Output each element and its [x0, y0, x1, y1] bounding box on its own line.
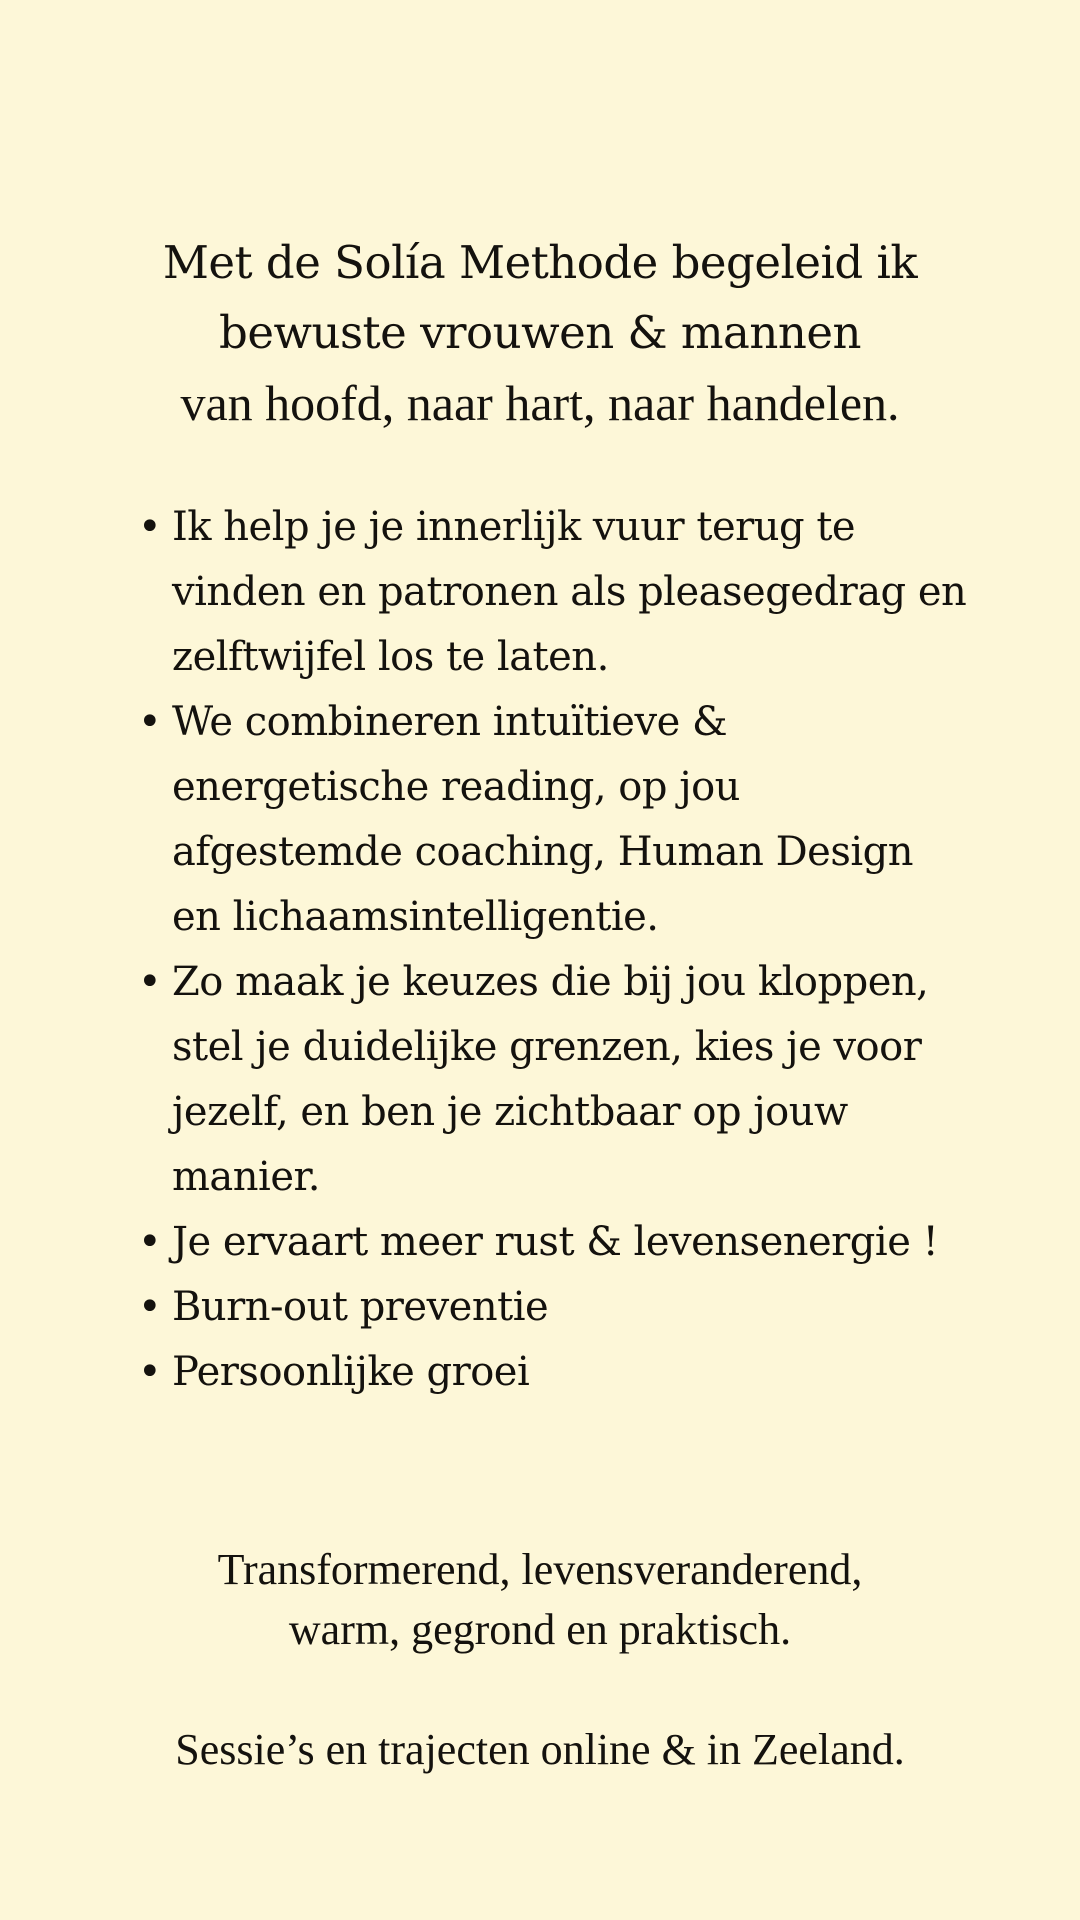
tagline-line-1: Transformerend, levensveranderend,: [217, 1545, 863, 1594]
bullet-icon: •: [138, 504, 162, 550]
intro-line-2: bewuste vrouwen & mannen: [219, 306, 861, 359]
tagline-line-2: warm, gegrond en praktisch.: [288, 1605, 792, 1654]
list-item-text: Burn-out preventie: [172, 1284, 549, 1330]
location-text: Sessie’s en trajecten online & in Zeeland.: [175, 1725, 905, 1774]
list-item-text: Persoonlijke groei: [172, 1349, 530, 1395]
list-item: [138, 1340, 968, 1405]
bullet-icon: •: [138, 959, 162, 1005]
bullet-icon: •: [138, 1349, 162, 1395]
bullet-icon: •: [138, 1284, 162, 1330]
list-item: [138, 1275, 968, 1340]
list-item-text: We combineren intuïtieve & energetische reading, op jou afgestemde coaching, Human Design en lichaamsintelligentie.: [172, 699, 914, 940]
list-item: [138, 495, 968, 690]
bullet-icon: •: [138, 1219, 162, 1265]
list-item-text: Je ervaart meer rust & levensenergie !: [172, 1219, 939, 1265]
list-item-text: Ik help je je innerlijk vuur terug te vinden en patronen als pleasegedrag en zelftwijfel los te laten.: [172, 504, 967, 680]
tagline: [0, 1540, 1080, 1660]
intro-line-1: Met de Solía Methode begeleid ik: [162, 236, 918, 289]
list-item: [138, 950, 968, 1210]
benefits-list: [138, 495, 968, 1405]
list-item: [138, 1210, 968, 1275]
list-item-text: Zo maak je keuzes die bij jou kloppen, stel je duidelijke grenzen, kies je voor jezelf, en ben je zichtbaar op jouw manier.: [172, 959, 929, 1200]
intro-line-3: van hoofd, naar hart, naar handelen.: [180, 375, 900, 431]
intro-heading: [0, 228, 1080, 438]
list-item: [138, 690, 968, 950]
bullet-icon: •: [138, 699, 162, 745]
